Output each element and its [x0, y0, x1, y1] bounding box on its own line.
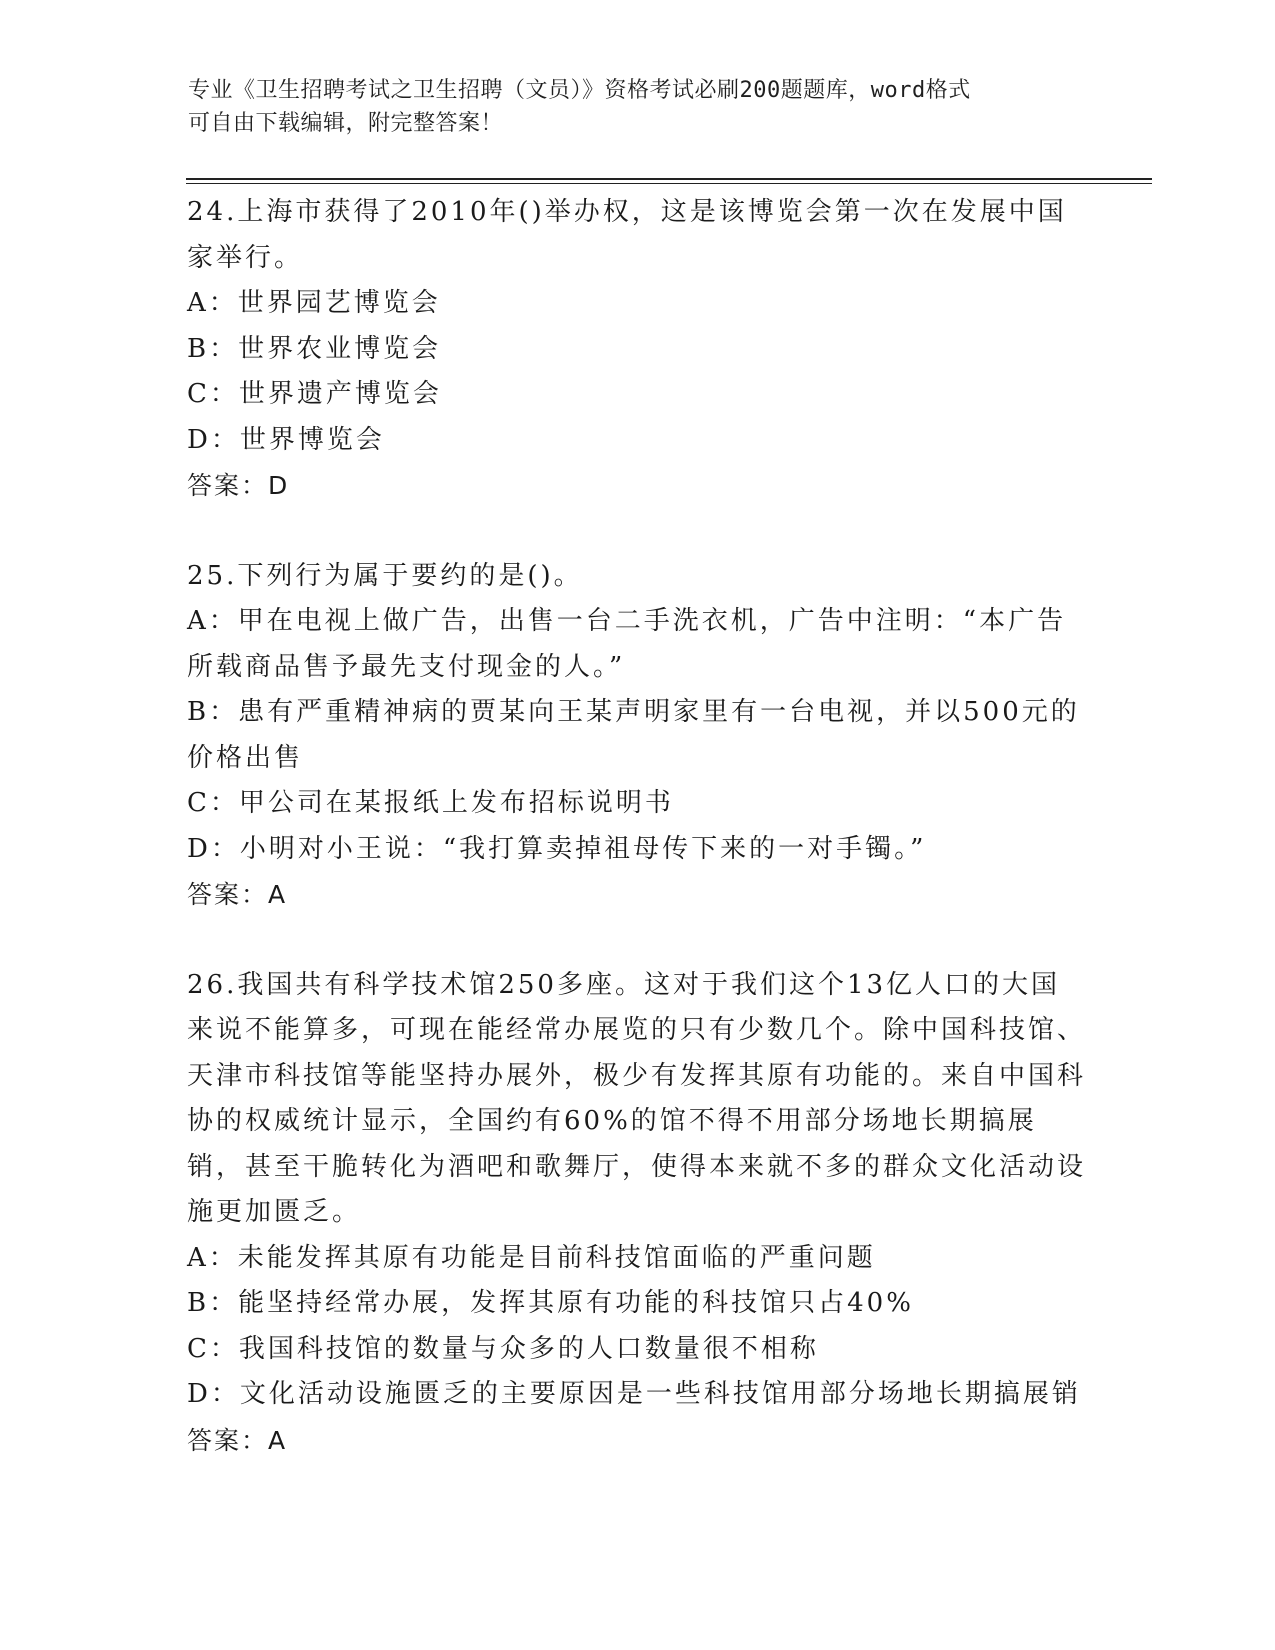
option-b: B：患有严重精神病的贾某向王某声明家里有一台电视，并以500元的价格出售	[187, 697, 1080, 773]
option-a: A：世界园艺博览会	[187, 288, 441, 318]
option-b: B：世界农业博览会	[187, 333, 442, 364]
answer-line: 答案：A	[187, 880, 288, 909]
header-rule-thick	[186, 178, 1152, 180]
header-rule-thin	[186, 183, 1152, 184]
option-c: C：我国科技馆的数量与众多的人口数量很不相称	[187, 1333, 819, 1364]
document-header	[188, 74, 1068, 140]
option-d: D：世界博览会	[187, 424, 385, 455]
option-c: C：甲公司在某报纸上发布招标说明书	[187, 788, 674, 818]
question-list	[187, 190, 1087, 1463]
option-c: C：世界遗产博览会	[187, 379, 442, 409]
option-a: A：未能发挥其原有功能是目前科技馆面临的严重问题	[187, 1242, 876, 1273]
header-line-1: 专业《卫生招聘考试之卫生招聘（文员）》资格考试必刷200题题库，word格式	[188, 78, 971, 103]
question-24	[187, 190, 1087, 509]
option-d: D：小明对小王说：“我打算卖掉祖母传下来的一对手镯。”	[187, 833, 927, 864]
answer-line: 答案：A	[187, 1425, 288, 1455]
question-spacer	[187, 509, 1087, 554]
question-text: 26.我国共有科学技术馆250多座。这对于我们这个13亿人口的大国来说不能算多，可现在能经常办展览的只有少数几个。除中国科技馆、天津市科技馆等能坚持办展外，极少有发挥其原有功能的。来自中国科协的权威统计显示，全国约有60%的馆不得不用部分场地长期搞展销，甚至干脆转化为酒吧和歌舞厅，使得本来就不多的群众文化活动设施更加匮乏。	[187, 969, 1087, 1227]
question-text: 24.上海市获得了2010年()举办权，这是该博览会第一次在发展中国家举行。	[187, 197, 1067, 273]
question-25	[187, 554, 1087, 918]
option-b: B：能坚持经常办展，发挥其原有功能的科技馆只占40%	[187, 1288, 914, 1318]
question-26	[187, 963, 1087, 1464]
answer-line: 答案：D	[187, 471, 290, 500]
header-line-2: 可自由下载编辑，附完整答案！	[188, 111, 504, 136]
question-spacer	[187, 918, 1087, 963]
option-a: A：甲在电视上做广告，出售一台二手洗衣机，广告中注明：“本广告所载商品售予最先支付现金的人。”	[187, 606, 1067, 682]
question-text: 25.下列行为属于要约的是()。	[187, 560, 583, 591]
option-d: D：文化活动设施匮乏的主要原因是一些科技馆用部分场地长期搞展销	[187, 1379, 1081, 1409]
